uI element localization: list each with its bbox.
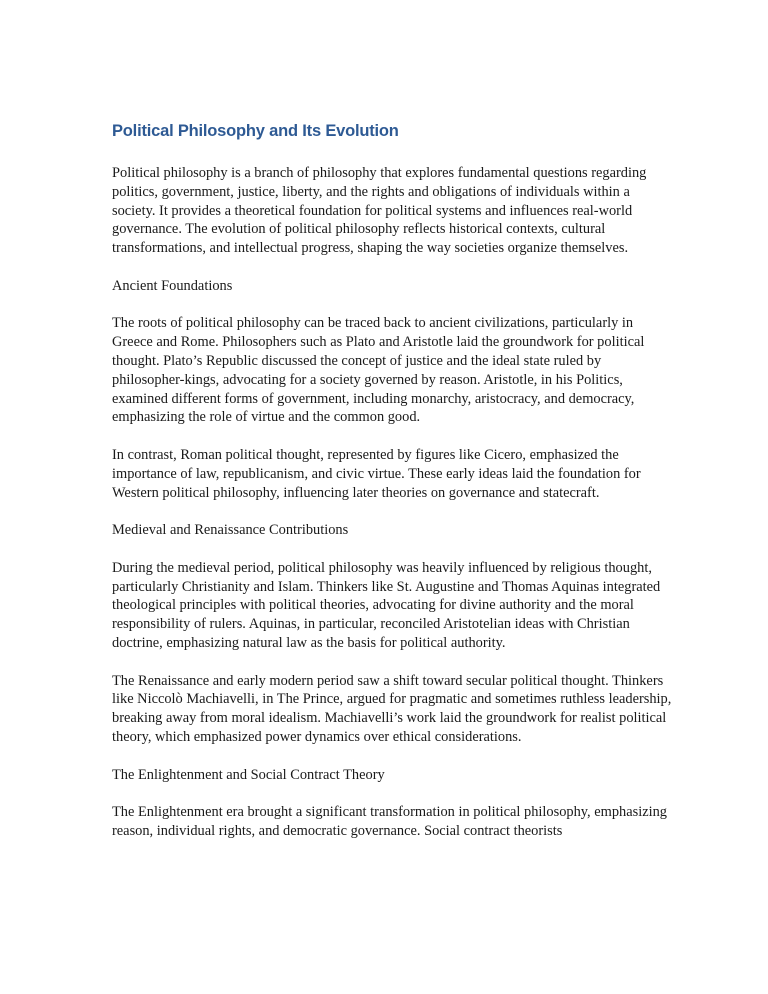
section-heading-enlightenment: The Enlightenment and Social Contract Theory [112, 766, 385, 783]
paragraph-ancient-greece-rome: The roots of political philosophy can be traced back to ancient civilizations, particularly in Greece and Rome. Philosophers such as Plato and Aristotle laid the groundwork for political thought. Plato’s Republic discussed the concept of justice and the ideal state ruled by philosopher-kings, advocating for a society governed by reason. Aristotle, in his Politics, examined different forms of government, including monarchy, aristocracy, and democracy, emphasizing the role of virtue and the common good. [112, 315, 645, 426]
section-heading-medieval-renaissance: Medieval and Renaissance Contributions [112, 522, 349, 539]
paragraph-renaissance: The Renaissance and early modern period saw a shift toward secular political thought. Thinkers like Niccolò Machiavelli, in The Prince, argued for pragmatic and sometimes ruthless leadership, breaking away from moral idealism. Machiavelli’s work laid the groundwork for realist political theory, which emphasized power dynamics over ethical considerations. [112, 672, 672, 745]
document-title: Political Philosophy and Its Evolution [112, 122, 399, 140]
paragraph-medieval: During the medieval period, political philosophy was heavily influenced by religious thought, particularly Christianity and Islam. Thinkers like St. Augustine and Thomas Aquinas integrated theological principles with political theories, advocating for divine authority and the moral responsibility of rulers. Aquinas, in particular, reconciled Aristotelian ideas with Christian doctrine, emphasizing natural law as the basis for political authority. [112, 559, 661, 651]
document-page [112, 118, 672, 859]
section-heading-ancient-foundations: Ancient Foundations [112, 277, 233, 294]
paragraph-roman-thought: In contrast, Roman political thought, represented by figures like Cicero, emphasized the importance of law, republicanism, and civic virtue. These early ideas laid the foundation for Western political philosophy, influencing later theories on governance and statecraft. [112, 446, 641, 501]
paragraph-enlightenment: The Enlightenment era brought a significant transformation in political philosophy, emphasizing reason, individual rights, and democratic governance. Social contract theorists [112, 804, 667, 839]
intro-paragraph: Political philosophy is a branch of philosophy that explores fundamental questions regarding politics, government, justice, liberty, and the rights and obligations of individuals within a society. It provides a theoretical foundation for political systems and influences real-world governance. The evolution of political philosophy reflects historical contexts, cultural transformations, and intellectual progress, shaping the way societies organize themselves. [112, 165, 647, 257]
spacer [112, 144, 672, 164]
